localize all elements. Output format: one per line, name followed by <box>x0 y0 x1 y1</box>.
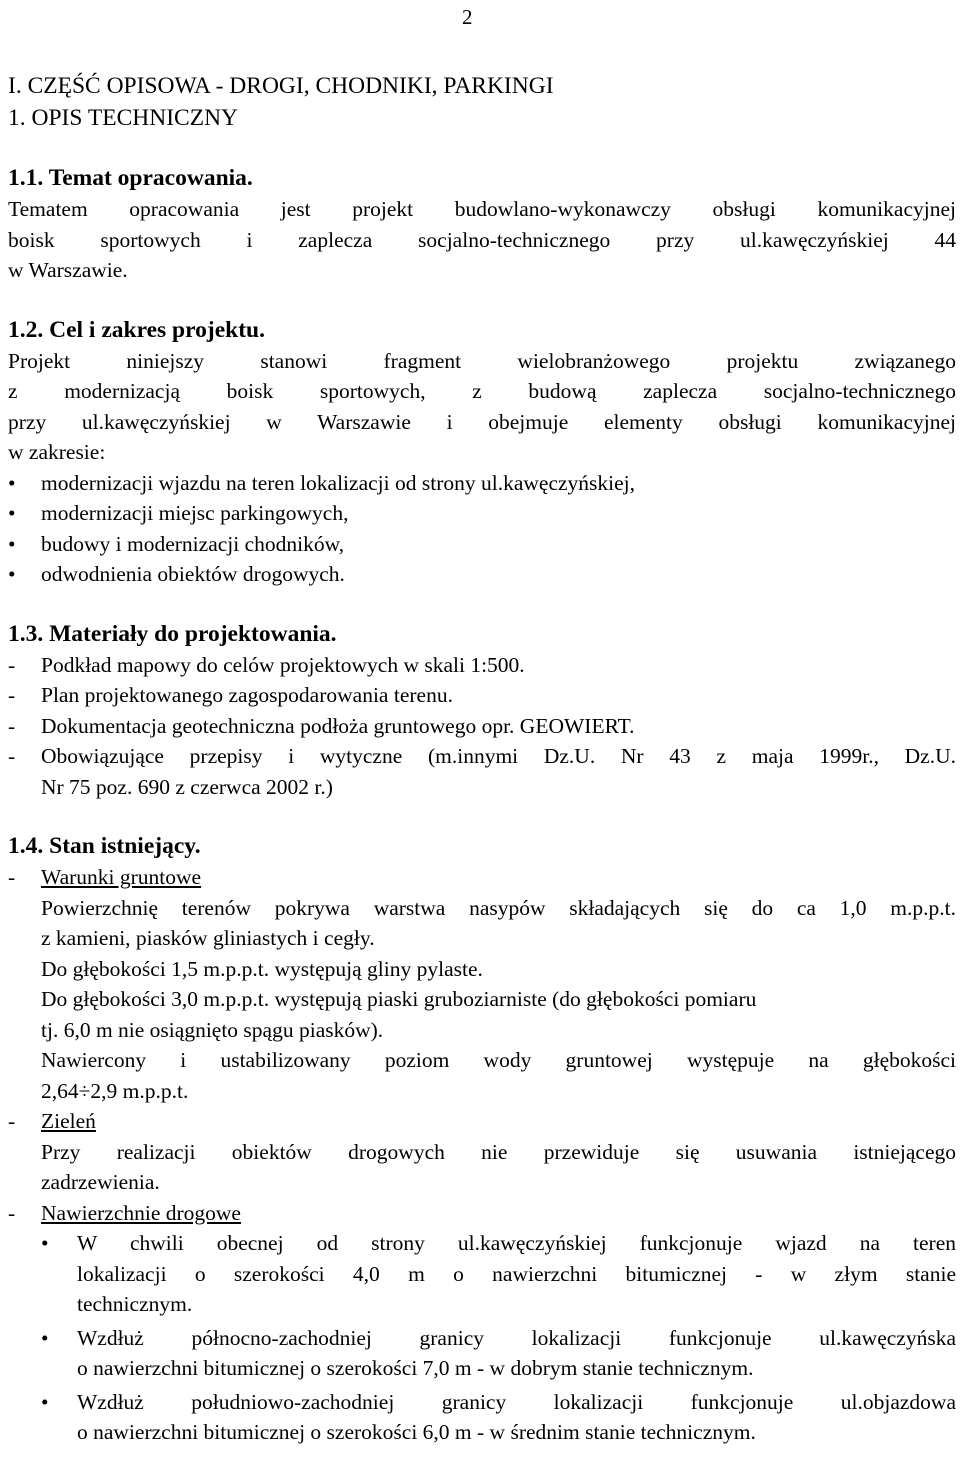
paragraph-line: Do głębokości 1,5 m.p.p.t. występują gliny pylaste. <box>41 956 483 981</box>
section-heading-1-3: 1.3. Materiały do projektowania. <box>8 620 337 647</box>
dash-marker: - <box>8 683 16 707</box>
spacer <box>8 590 956 618</box>
paragraph-line: Przy realizacji obiektów drogowych nie przewiduje się usuwania istniejącego <box>41 1139 956 1164</box>
paragraph-line: z modernizacją boisk sportowych, z budową zaplecza socjalno-technicznego <box>8 379 956 403</box>
list-item <box>41 1323 956 1384</box>
dash-marker: - <box>8 652 16 677</box>
document-body <box>8 70 956 1451</box>
list-item-text: Podkład mapowy do celów projektowych w skali 1:500. <box>41 652 525 677</box>
paragraph-line: Do głębokości 3,0 m.p.p.t. występują piaski gruboziarniste (do głębokości pomiaru <box>41 987 757 1011</box>
paragraph-line: przy ul.kawęczyńskiej w Warszawie i obejmuje elementy obsługi komunikacyjnej <box>8 409 956 434</box>
paragraph-line: z kamieni, piasków gliniastych i cegły. <box>41 926 375 950</box>
dash-marker: - <box>8 1109 16 1133</box>
paragraph-line: lokalizacji o szerokości 4,0 m o nawierzchni bitumicznej - w złym stanie <box>77 1261 956 1286</box>
paragraph-line: 2,64÷2,9 m.p.p.t. <box>41 1078 189 1103</box>
list-item <box>8 741 956 802</box>
list-item-text: Plan projektowanego zagospodarowania terenu. <box>41 683 453 707</box>
subsection-warunki-gruntowe <box>8 862 956 1106</box>
paragraph-line: w Warszawie. <box>8 258 128 282</box>
paragraph-line: Projekt niniejszy stanowi fragment wielobranżowego projektu związanego <box>8 348 956 373</box>
subsection-zielen <box>8 1106 956 1198</box>
section-heading-1-1: 1.1. Temat opracowania. <box>8 165 253 191</box>
list-item <box>8 680 956 711</box>
paragraph-line: Tematem opracowania jest projekt budowlano-wykonawczy obsługi komunikacyjnej <box>8 197 956 221</box>
list-item <box>8 650 956 681</box>
subsection-title: Zieleń <box>41 1109 96 1133</box>
list-item: • modernizacji wjazdu na teren lokalizacji od strony ul.kawęczyńskiej, <box>8 468 956 499</box>
list-item-text: Obowiązujące przepisy i wytyczne (m.innymi Dz.U. Nr 43 z maja 1999r., Dz.U. <box>41 744 956 768</box>
subsection-title: Nawierzchnie drogowe <box>41 1200 241 1225</box>
scope-list <box>8 468 956 590</box>
dash-marker: - <box>8 1200 16 1225</box>
spacer <box>8 134 956 162</box>
dash-marker: - <box>8 865 16 889</box>
chapter-title: 1. OPIS TECHNICZNY <box>8 105 239 131</box>
paragraph-line: • W chwili obecnej od strony ul.kawęczyńskiej funkcjonuje wjazd na teren <box>77 1231 956 1255</box>
part-title: I. CZĘŚĆ OPISOWA - DROGI, CHODNIKI, PARKINGI <box>8 73 554 99</box>
list-item <box>41 1387 956 1448</box>
paragraph-line: • Wzdłuż północno-zachodniej granicy lokalizacji funkcjonuje ul.kawęczyńska <box>77 1325 956 1350</box>
paragraph-line: technicznym. <box>77 1292 193 1316</box>
paragraph-line: tj. 6,0 m nie osiągnięto spągu piasków). <box>41 1017 384 1042</box>
paragraph-line: w zakresie: <box>8 440 106 464</box>
section-heading-1-4: 1.4. Stan istniejący. <box>8 833 201 859</box>
dash-marker: - <box>8 713 16 738</box>
dash-marker: - <box>8 744 16 768</box>
paragraph-line: zadrzewienia. <box>41 1170 160 1194</box>
subsection-nawierzchnie-drogowe <box>8 1198 956 1229</box>
paragraph-line: o nawierzchni bitumicznej o szerokości 6,0 m - w średnim stanie technicznym. <box>77 1420 756 1444</box>
spacer <box>8 286 956 314</box>
list-item-text: Nr 75 poz. 690 z czerwca 2002 r.) <box>41 774 333 799</box>
list-item <box>41 1228 956 1320</box>
paragraph-line: o nawierzchni bitumicznej o szerokości 7,0 m - w dobrym stanie technicznym. <box>77 1356 754 1380</box>
list-item: • budowy i modernizacji chodników, <box>8 529 956 560</box>
paragraph-line: boisk sportowych i zaplecza socjalno-technicznego przy ul.kawęczyńskiej 44 <box>8 227 956 252</box>
paragraph-line: Nawiercony i ustabilizowany poziom wody gruntowej występuje na głębokości <box>41 1048 956 1072</box>
spacer <box>8 802 956 830</box>
paragraph-line: • Wzdłuż południowo-zachodniej granicy lokalizacji funkcjonuje ul.objazdowa <box>77 1389 956 1414</box>
subsection-title: Warunki gruntowe <box>41 865 202 889</box>
paragraph-line: Powierzchnię terenów pokrywa warstwa nasypów składających się do ca 1,0 m.p.p.t. <box>41 895 956 920</box>
list-item <box>8 711 956 742</box>
list-item-text: Dokumentacja geotechniczna podłoża gruntowego opr. GEOWIERT. <box>41 713 635 738</box>
list-item: • modernizacji miejsc parkingowych, <box>8 498 956 529</box>
list-item: • odwodnienia obiektów drogowych. <box>8 559 956 590</box>
road-surfaces-list <box>8 1228 956 1448</box>
section-heading-1-2: 1.2. Cel i zakres projektu. <box>8 316 265 343</box>
page-number: 2 <box>462 5 473 29</box>
